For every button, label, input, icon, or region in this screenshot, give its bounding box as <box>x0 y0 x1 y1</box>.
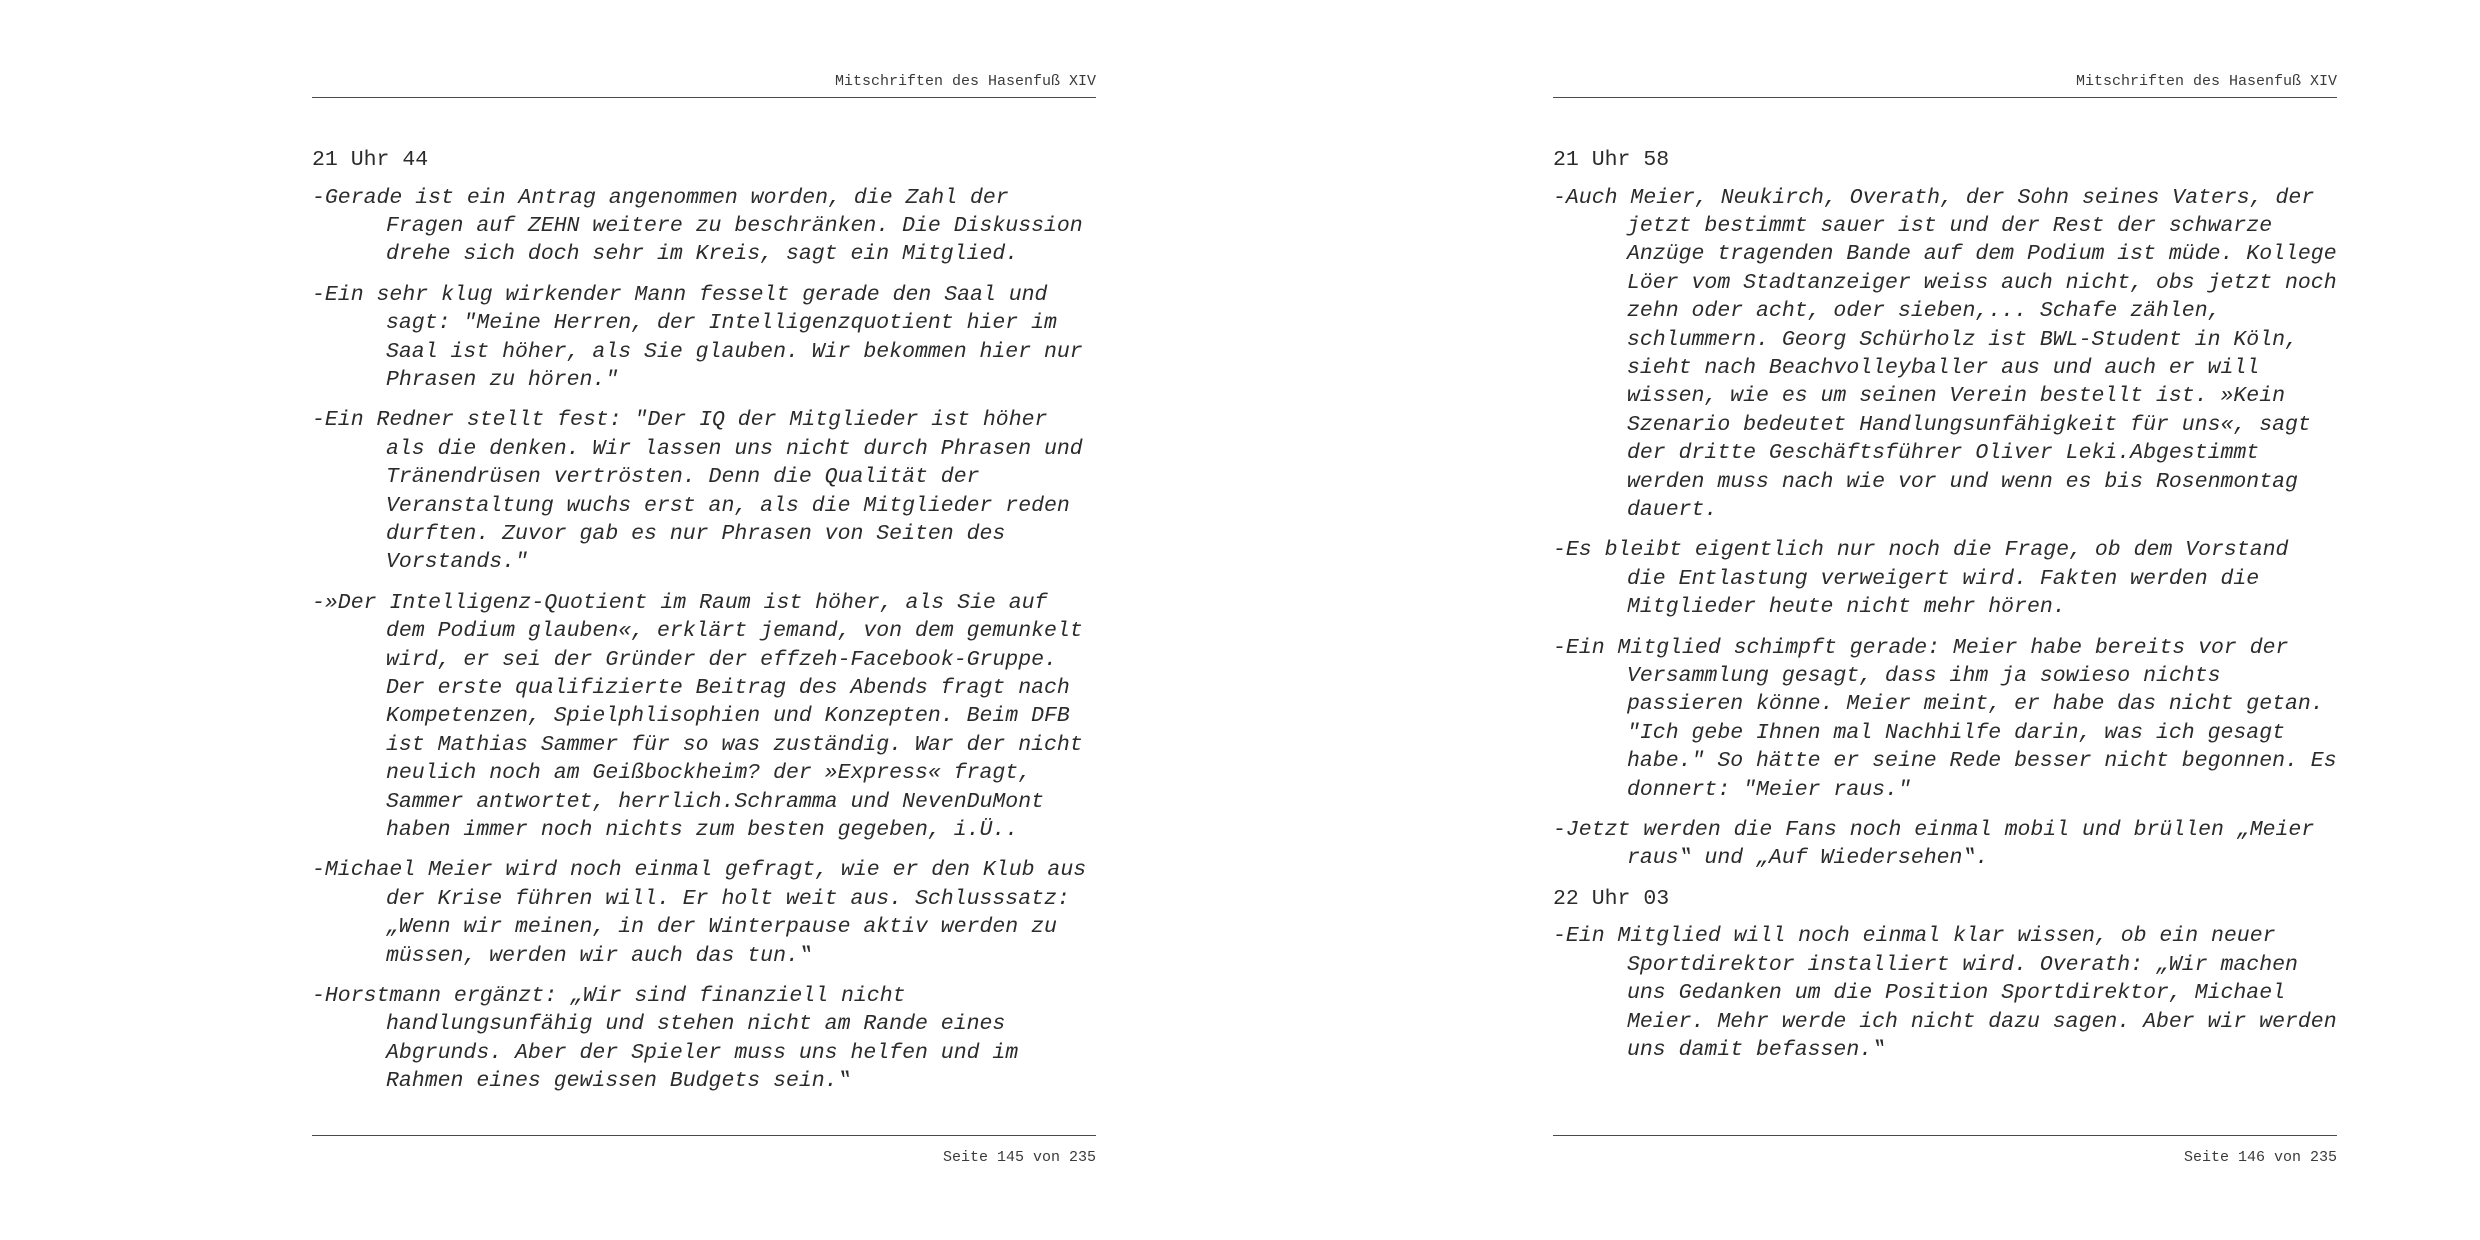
paragraph: -Auch Meier, Neukirch, Overath, der Sohn seines Vaters, der jetzt bestimmt sauer ist und der Rest der schwarze Anzüge tragenden Bande auf dem Podium ist müde. Kollege Löer vom Stadtanzeiger weiss auch nicht, obs jetzt noch zehn oder acht, oder sieben,... Schafe zählen, schlummern. Georg Schürholz ist BWL-Student in Köln, sieht nach Beachvolleyballer aus und auch er will wissen, wie es um seinen Verein bestellt ist. »Kein Szenario bedeutet Handlungsunfähigkeit für uns«, sagt der dritte Geschäftsführer Oliver Leki.Abgestimmt werden muss nach wie vor und wenn es bis Rosenmontag dauert. <box>1553 185 2337 522</box>
header-rule <box>312 97 1096 98</box>
right-page <box>1553 0 2337 1240</box>
paragraph: -Es bleibt eigentlich nur noch die Frage, ob dem Vorstand die Entlastung verweigert wird. Fakten werden die Mitglieder heute nicht mehr hören. <box>1553 538 2289 620</box>
timestamp-heading: 21 Uhr 44 <box>312 148 429 172</box>
page-number: Seite 145 von 235 <box>942 1149 1096 1166</box>
left-page <box>312 0 1096 1240</box>
running-header: Mitschriften des Hasenfuß XIV <box>2075 73 2337 90</box>
header-rule <box>1553 97 2337 98</box>
paragraph: -Michael Meier wird noch einmal gefragt, wie er den Klub aus der Krise führen will. Er holt weit aus. Schlusssatz: „Wenn wir meinen, in der Winterpause aktiv werden zu müssen, werden wir auch das tun.‟ <box>312 858 1087 968</box>
page-number: Seite 146 von 235 <box>2183 1149 2337 1166</box>
paragraph: -Ein Mitglied will noch einmal klar wissen, ob ein neuer Sportdirektor installiert wird. Overath: „Wir machen uns Gedanken um die Position Sportdirektor, Michael Meier. Mehr werde ich nicht dazu sagen. Aber wir werden uns damit befassen.‟ <box>1553 924 2337 1062</box>
paragraph: -Horstmann ergänzt: „Wir sind finanziell nicht handlungsunfähig und stehen nicht am Rande eines Abgrunds. Aber der Spieler muss uns helfen und im Rahmen eines gewissen Budgets sein.‟ <box>312 984 1019 1094</box>
paragraph: -Ein sehr klug wirkender Mann fesselt gerade den Saal und sagt: "Meine Herren, der Intelligenzquotient hier im Saal ist höher, als Sie glauben. Wir bekommen hier nur Phrasen zu hören." <box>312 282 1083 392</box>
footer-rule <box>312 1135 1096 1136</box>
running-header: Mitschriften des Hasenfuß XIV <box>834 73 1096 90</box>
page-content <box>1553 146 2337 1076</box>
paragraph: -Ein Mitglied schimpft gerade: Meier habe bereits vor der Versammlung gesagt, dass ihm ja sowieso nichts passieren könne. Meier meint, er habe das nicht getan. "Ich gebe Ihnen mal Nachhilfe darin, was ich gesagt habe." So hätte er seine Rede besser nicht begonnen. Es donnert: "Meier raus." <box>1553 635 2337 802</box>
paragraph: -»Der Intelligenz-Quotient im Raum ist höher, als Sie auf dem Podium glauben«, erklärt jemand, von dem gemunkelt wird, er sei der Gründer der effzeh-Facebook-Gruppe. Der erste qualifizierte Beitrag des Abends fragt nach Kompetenzen, Spielphlisophien und Konzepten. Beim DFB ist Mathias Sammer für so was zuständig. War der nicht neulich noch am Geißbockheim? der »Express« fragt, Sammer antwortet, herrlich.Schramma und NevenDuMont haben immer noch nichts zum besten gegeben, i.Ü.. <box>312 590 1083 843</box>
footer-rule <box>1553 1135 2337 1136</box>
page-content <box>312 146 1096 1108</box>
paragraph: -Jetzt werden die Fans noch einmal mobil und brüllen „Meier raus‟ und „Auf Wiedersehen‟. <box>1553 818 2315 871</box>
timestamp-heading: 22 Uhr 03 <box>1553 886 1670 911</box>
paragraph: -Ein Redner stellt fest: "Der IQ der Mitglieder ist höher als die denken. Wir lassen uns nicht durch Phrasen und Tränendrüsen vertrösten. Denn die Qualität der Veranstaltung wuchs erst an, als die Mitglieder reden durften. Zuvor gab es nur Phrasen von Seiten des Vorstands." <box>312 408 1083 575</box>
timestamp-heading: 21 Uhr 58 <box>1553 148 1670 172</box>
paragraph: -Gerade ist ein Antrag angenommen worden, die Zahl der Fragen auf ZEHN weitere zu beschränken. Die Diskussion drehe sich doch sehr im Kreis, sagt ein Mitglied. <box>312 185 1083 267</box>
